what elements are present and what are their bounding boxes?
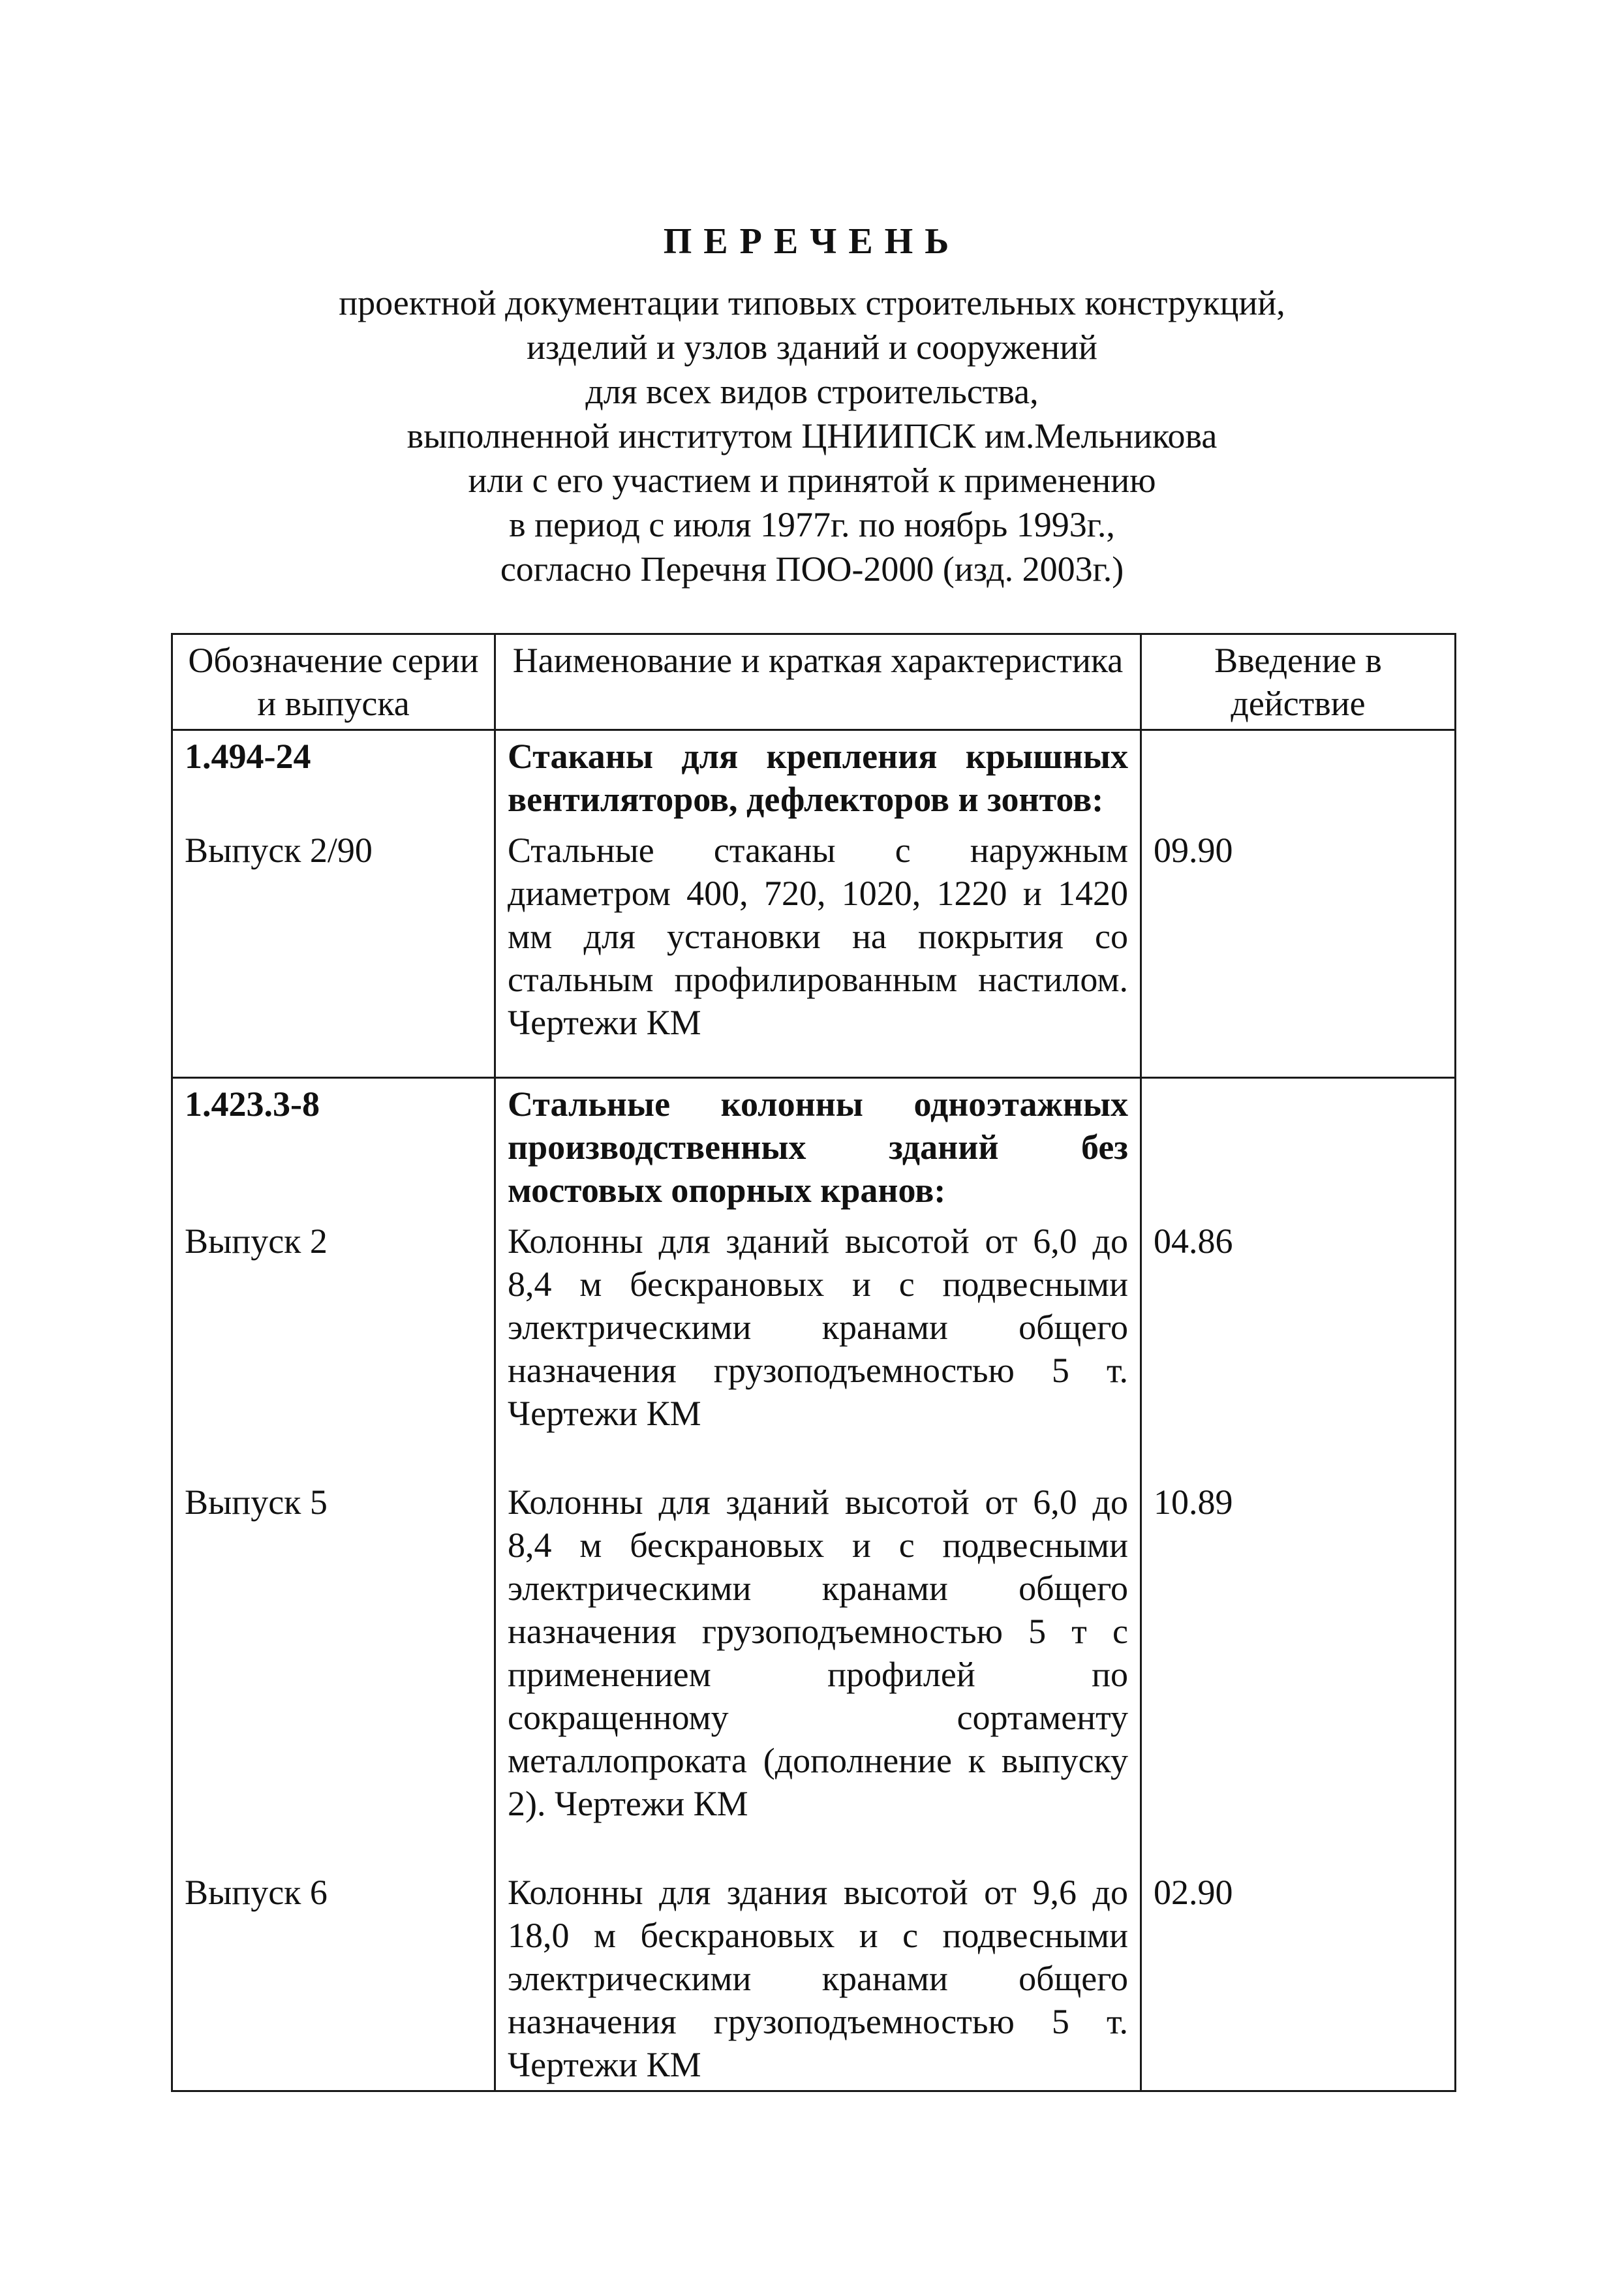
table-row xyxy=(172,1829,1456,2091)
series-code: 1.423.3-8 xyxy=(185,1085,320,1124)
issue-description: Стальные стаканы с наружным диаметром 400, 720, 1020, 1220 и 1420 мм для установки на покрытия со стальным профилированным настилом. Чертежи КМ xyxy=(508,831,1128,1042)
documentation-table xyxy=(171,633,1456,2092)
subtitle-line: для всех видов строительства, xyxy=(585,372,1039,411)
issue-label: Выпуск 2 xyxy=(185,1222,328,1261)
table-header-row xyxy=(172,634,1456,730)
issue-label: Выпуск 6 xyxy=(185,1873,328,1912)
subtitle-line: изделий и узлов зданий и сооружений xyxy=(527,328,1097,367)
description-cell xyxy=(495,1829,1141,2091)
description-cell xyxy=(495,825,1141,1078)
date-cell xyxy=(1141,730,1456,825)
series-code: 1.494-24 xyxy=(185,737,311,776)
series-title: Стаканы для крепления крышных вентиляторов, дефлекторов и зонтов: xyxy=(508,737,1128,819)
series-title-cell xyxy=(495,730,1141,825)
series-code-cell xyxy=(172,1078,495,1216)
date-cell xyxy=(1141,825,1456,1078)
issue-date: 02.90 xyxy=(1154,1873,1233,1912)
series-title-cell xyxy=(495,1078,1141,1216)
table-row xyxy=(172,1216,1456,1439)
date-cell xyxy=(1141,1216,1456,1439)
header-designation: Обозначение серии и выпуска xyxy=(172,634,495,730)
issue-label: Выпуск 2/90 xyxy=(185,831,373,870)
issue-cell xyxy=(172,1439,495,1829)
header-name: Наименование и краткая характеристика xyxy=(495,634,1141,730)
issue-date: 09.90 xyxy=(1154,831,1233,870)
document-subtitle xyxy=(196,281,1428,591)
document-title: ПЕРЕЧЕНЬ xyxy=(663,221,961,262)
date-cell xyxy=(1141,1078,1456,1216)
series-code-cell xyxy=(172,730,495,825)
table-row xyxy=(172,1078,1456,1216)
subtitle-line: в период с июля 1977г. по ноябрь 1993г., xyxy=(509,505,1115,544)
issue-description: Колонны для зданий высотой от 6,0 до 8,4 м бескрановых и с подвесными электрическими кранами общего назначения грузоподъемностью 5 т. Чертежи КМ xyxy=(508,1222,1128,1433)
subtitle-line: выполненной институтом ЦНИИПСК им.Мельникова xyxy=(406,416,1218,455)
description-cell xyxy=(495,1216,1141,1439)
issue-description: Колонны для зданий высотой от 6,0 до 8,4 м бескрановых и с подвесными электрическими кранами общего назначения грузоподъемностью 5 т с применением профилей по сокращенному сортаменту металлопроката (дополнение к выпуску 2). Чертежи КМ xyxy=(508,1483,1128,1823)
issue-date: 04.86 xyxy=(1154,1222,1233,1261)
issue-cell xyxy=(172,1216,495,1439)
issue-cell xyxy=(172,825,495,1078)
header-effective: Введение в действие xyxy=(1141,634,1456,730)
issue-description: Колонны для здания высотой от 9,6 до 18,0 м бескрановых и с подвесными электрическими кранами общего назначения грузоподъемностью 5 т. Чертежи КМ xyxy=(508,1873,1128,2084)
subtitle-line: проектной документации типовых строительных конструкций, xyxy=(339,283,1285,322)
issue-label: Выпуск 5 xyxy=(185,1483,328,1522)
date-cell xyxy=(1141,1439,1456,1829)
table-row xyxy=(172,1439,1456,1829)
issue-date: 10.89 xyxy=(1154,1483,1233,1522)
table-row xyxy=(172,825,1456,1078)
date-cell xyxy=(1141,1829,1456,2091)
subtitle-line: согласно Перечня ПОО-2000 (изд. 2003г.) xyxy=(500,549,1124,589)
description-cell xyxy=(495,1439,1141,1829)
issue-cell xyxy=(172,1829,495,2091)
subtitle-line: или с его участием и принятой к применению xyxy=(468,461,1156,500)
table-row xyxy=(172,730,1456,825)
series-title: Стальные колонны одноэтажных производственных зданий без мостовых опорных кранов: xyxy=(508,1085,1128,1210)
